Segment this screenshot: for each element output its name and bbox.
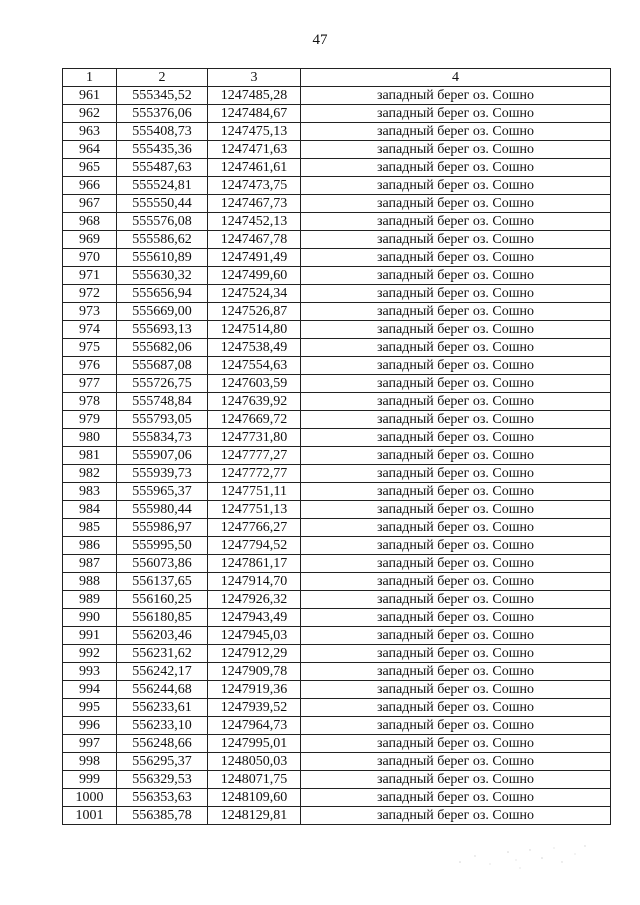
point-number-cell: 967 bbox=[63, 195, 117, 213]
point-number-cell: 996 bbox=[63, 717, 117, 735]
table-row bbox=[63, 249, 611, 267]
description-cell: западный берег оз. Сошно bbox=[301, 447, 611, 465]
point-number-cell: 981 bbox=[63, 447, 117, 465]
x-coordinate-cell: 556295,37 bbox=[117, 753, 208, 771]
y-coordinate-cell: 1247751,13 bbox=[208, 501, 301, 519]
point-number-cell: 962 bbox=[63, 105, 117, 123]
y-coordinate-cell: 1247945,03 bbox=[208, 627, 301, 645]
point-number-cell: 992 bbox=[63, 645, 117, 663]
x-coordinate-cell: 555345,52 bbox=[117, 87, 208, 105]
x-coordinate-cell: 555669,00 bbox=[117, 303, 208, 321]
y-coordinate-cell: 1247603,59 bbox=[208, 375, 301, 393]
table-row bbox=[63, 177, 611, 195]
description-cell: западный берег оз. Сошно bbox=[301, 411, 611, 429]
table-row bbox=[63, 591, 611, 609]
x-coordinate-cell: 555986,97 bbox=[117, 519, 208, 537]
point-number-cell: 970 bbox=[63, 249, 117, 267]
x-coordinate-cell: 555980,44 bbox=[117, 501, 208, 519]
table-row bbox=[63, 501, 611, 519]
table-row bbox=[63, 105, 611, 123]
description-cell: западный берег оз. Сошно bbox=[301, 375, 611, 393]
table-row bbox=[63, 357, 611, 375]
y-coordinate-cell: 1247514,80 bbox=[208, 321, 301, 339]
table-row bbox=[63, 123, 611, 141]
description-cell: западный берег оз. Сошно bbox=[301, 699, 611, 717]
point-number-cell: 971 bbox=[63, 267, 117, 285]
description-cell: западный берег оз. Сошно bbox=[301, 681, 611, 699]
description-cell: западный берег оз. Сошно bbox=[301, 753, 611, 771]
description-cell: западный берег оз. Сошно bbox=[301, 465, 611, 483]
description-cell: западный берег оз. Сошно bbox=[301, 321, 611, 339]
point-number-cell: 999 bbox=[63, 771, 117, 789]
y-coordinate-cell: 1247499,60 bbox=[208, 267, 301, 285]
x-coordinate-cell: 556233,61 bbox=[117, 699, 208, 717]
y-coordinate-cell: 1247538,49 bbox=[208, 339, 301, 357]
table-row bbox=[63, 231, 611, 249]
description-cell: западный берег оз. Сошно bbox=[301, 807, 611, 825]
x-coordinate-cell: 556231,62 bbox=[117, 645, 208, 663]
point-number-cell: 987 bbox=[63, 555, 117, 573]
point-number-cell: 1001 bbox=[63, 807, 117, 825]
y-coordinate-cell: 1247731,80 bbox=[208, 429, 301, 447]
description-cell: западный берег оз. Сошно bbox=[301, 267, 611, 285]
point-number-cell: 998 bbox=[63, 753, 117, 771]
table-row bbox=[63, 555, 611, 573]
y-coordinate-cell: 1247909,78 bbox=[208, 663, 301, 681]
y-coordinate-cell: 1247669,72 bbox=[208, 411, 301, 429]
x-coordinate-cell: 555524,81 bbox=[117, 177, 208, 195]
point-number-cell: 979 bbox=[63, 411, 117, 429]
table-row bbox=[63, 429, 611, 447]
table-row bbox=[63, 735, 611, 753]
point-number-cell: 965 bbox=[63, 159, 117, 177]
x-coordinate-cell: 556073,86 bbox=[117, 555, 208, 573]
point-number-cell: 973 bbox=[63, 303, 117, 321]
y-coordinate-cell: 1247491,49 bbox=[208, 249, 301, 267]
x-coordinate-cell: 556180,85 bbox=[117, 609, 208, 627]
x-coordinate-cell: 555939,73 bbox=[117, 465, 208, 483]
x-coordinate-cell: 555995,50 bbox=[117, 537, 208, 555]
y-coordinate-cell: 1247467,73 bbox=[208, 195, 301, 213]
point-number-cell: 964 bbox=[63, 141, 117, 159]
x-coordinate-cell: 555748,84 bbox=[117, 393, 208, 411]
table-row bbox=[63, 321, 611, 339]
y-coordinate-cell: 1247914,70 bbox=[208, 573, 301, 591]
table-row bbox=[63, 267, 611, 285]
x-coordinate-cell: 555487,63 bbox=[117, 159, 208, 177]
column-header-number: 1 bbox=[63, 69, 117, 87]
point-number-cell: 995 bbox=[63, 699, 117, 717]
point-number-cell: 993 bbox=[63, 663, 117, 681]
coordinates-table bbox=[62, 68, 611, 825]
x-coordinate-cell: 555726,75 bbox=[117, 375, 208, 393]
y-coordinate-cell: 1247467,78 bbox=[208, 231, 301, 249]
point-number-cell: 994 bbox=[63, 681, 117, 699]
description-cell: западный берег оз. Сошно bbox=[301, 285, 611, 303]
point-number-cell: 982 bbox=[63, 465, 117, 483]
point-number-cell: 980 bbox=[63, 429, 117, 447]
point-number-cell: 984 bbox=[63, 501, 117, 519]
description-cell: западный берег оз. Сошно bbox=[301, 789, 611, 807]
y-coordinate-cell: 1247471,63 bbox=[208, 141, 301, 159]
description-cell: западный берег оз. Сошно bbox=[301, 105, 611, 123]
y-coordinate-cell: 1247777,27 bbox=[208, 447, 301, 465]
x-coordinate-cell: 556233,10 bbox=[117, 717, 208, 735]
y-coordinate-cell: 1247452,13 bbox=[208, 213, 301, 231]
table-row bbox=[63, 213, 611, 231]
table-row bbox=[63, 195, 611, 213]
point-number-cell: 975 bbox=[63, 339, 117, 357]
point-number-cell: 966 bbox=[63, 177, 117, 195]
description-cell: западный берег оз. Сошно bbox=[301, 213, 611, 231]
description-cell: западный берег оз. Сошно bbox=[301, 231, 611, 249]
table-row bbox=[63, 285, 611, 303]
point-number-cell: 968 bbox=[63, 213, 117, 231]
table-row bbox=[63, 447, 611, 465]
x-coordinate-cell: 556242,17 bbox=[117, 663, 208, 681]
point-number-cell: 983 bbox=[63, 483, 117, 501]
table-row bbox=[63, 375, 611, 393]
x-coordinate-cell: 555408,73 bbox=[117, 123, 208, 141]
description-cell: западный берег оз. Сошно bbox=[301, 303, 611, 321]
description-cell: западный берег оз. Сошно bbox=[301, 609, 611, 627]
point-number-cell: 972 bbox=[63, 285, 117, 303]
y-coordinate-cell: 1247995,01 bbox=[208, 735, 301, 753]
description-cell: западный берег оз. Сошно bbox=[301, 393, 611, 411]
y-coordinate-cell: 1247794,52 bbox=[208, 537, 301, 555]
y-coordinate-cell: 1247939,52 bbox=[208, 699, 301, 717]
column-header-x: 2 bbox=[117, 69, 208, 87]
point-number-cell: 963 bbox=[63, 123, 117, 141]
description-cell: западный берег оз. Сошно bbox=[301, 591, 611, 609]
table-row bbox=[63, 789, 611, 807]
y-coordinate-cell: 1248129,81 bbox=[208, 807, 301, 825]
table-header-row bbox=[63, 69, 611, 87]
x-coordinate-cell: 555610,89 bbox=[117, 249, 208, 267]
description-cell: западный берег оз. Сошно bbox=[301, 537, 611, 555]
description-cell: западный берег оз. Сошно bbox=[301, 159, 611, 177]
x-coordinate-cell: 555907,06 bbox=[117, 447, 208, 465]
table-row bbox=[63, 159, 611, 177]
table-row bbox=[63, 483, 611, 501]
y-coordinate-cell: 1247766,27 bbox=[208, 519, 301, 537]
x-coordinate-cell: 555586,62 bbox=[117, 231, 208, 249]
point-number-cell: 976 bbox=[63, 357, 117, 375]
y-coordinate-cell: 1247912,29 bbox=[208, 645, 301, 663]
table-row bbox=[63, 627, 611, 645]
column-header-description: 4 bbox=[301, 69, 611, 87]
description-cell: западный берег оз. Сошно bbox=[301, 141, 611, 159]
description-cell: западный берег оз. Сошно bbox=[301, 573, 611, 591]
point-number-cell: 997 bbox=[63, 735, 117, 753]
description-cell: западный берег оз. Сошно bbox=[301, 357, 611, 375]
column-header-y: 3 bbox=[208, 69, 301, 87]
table-row bbox=[63, 303, 611, 321]
point-number-cell: 989 bbox=[63, 591, 117, 609]
table-row bbox=[63, 645, 611, 663]
point-number-cell: 990 bbox=[63, 609, 117, 627]
point-number-cell: 1000 bbox=[63, 789, 117, 807]
table-row bbox=[63, 411, 611, 429]
description-cell: западный берег оз. Сошно bbox=[301, 627, 611, 645]
table-row bbox=[63, 663, 611, 681]
y-coordinate-cell: 1247475,13 bbox=[208, 123, 301, 141]
table-row bbox=[63, 465, 611, 483]
description-cell: западный берег оз. Сошно bbox=[301, 771, 611, 789]
x-coordinate-cell: 555656,94 bbox=[117, 285, 208, 303]
table-row bbox=[63, 141, 611, 159]
x-coordinate-cell: 555793,05 bbox=[117, 411, 208, 429]
description-cell: западный берег оз. Сошно bbox=[301, 501, 611, 519]
point-number-cell: 978 bbox=[63, 393, 117, 411]
description-cell: западный берег оз. Сошно bbox=[301, 249, 611, 267]
table-row bbox=[63, 519, 611, 537]
x-coordinate-cell: 556329,53 bbox=[117, 771, 208, 789]
description-cell: западный берег оз. Сошно bbox=[301, 717, 611, 735]
table-body bbox=[63, 87, 611, 825]
x-coordinate-cell: 556385,78 bbox=[117, 807, 208, 825]
y-coordinate-cell: 1248109,60 bbox=[208, 789, 301, 807]
description-cell: западный берег оз. Сошно bbox=[301, 519, 611, 537]
description-cell: западный берег оз. Сошно bbox=[301, 555, 611, 573]
description-cell: западный берег оз. Сошно bbox=[301, 339, 611, 357]
description-cell: западный берег оз. Сошно bbox=[301, 123, 611, 141]
y-coordinate-cell: 1247554,63 bbox=[208, 357, 301, 375]
x-coordinate-cell: 555435,36 bbox=[117, 141, 208, 159]
table-row bbox=[63, 699, 611, 717]
description-cell: западный берег оз. Сошно bbox=[301, 429, 611, 447]
y-coordinate-cell: 1247461,61 bbox=[208, 159, 301, 177]
y-coordinate-cell: 1248050,03 bbox=[208, 753, 301, 771]
y-coordinate-cell: 1247919,36 bbox=[208, 681, 301, 699]
point-number-cell: 974 bbox=[63, 321, 117, 339]
table-row bbox=[63, 717, 611, 735]
point-number-cell: 991 bbox=[63, 627, 117, 645]
x-coordinate-cell: 556244,68 bbox=[117, 681, 208, 699]
description-cell: западный берег оз. Сошно bbox=[301, 195, 611, 213]
x-coordinate-cell: 556353,63 bbox=[117, 789, 208, 807]
y-coordinate-cell: 1247485,28 bbox=[208, 87, 301, 105]
y-coordinate-cell: 1247772,77 bbox=[208, 465, 301, 483]
table-row bbox=[63, 339, 611, 357]
y-coordinate-cell: 1247751,11 bbox=[208, 483, 301, 501]
point-number-cell: 988 bbox=[63, 573, 117, 591]
x-coordinate-cell: 556137,65 bbox=[117, 573, 208, 591]
description-cell: западный берег оз. Сошно bbox=[301, 177, 611, 195]
x-coordinate-cell: 555693,13 bbox=[117, 321, 208, 339]
table-row bbox=[63, 393, 611, 411]
y-coordinate-cell: 1247639,92 bbox=[208, 393, 301, 411]
table-row bbox=[63, 681, 611, 699]
point-number-cell: 977 bbox=[63, 375, 117, 393]
y-coordinate-cell: 1248071,75 bbox=[208, 771, 301, 789]
table-row bbox=[63, 609, 611, 627]
y-coordinate-cell: 1247526,87 bbox=[208, 303, 301, 321]
x-coordinate-cell: 555965,37 bbox=[117, 483, 208, 501]
table-row bbox=[63, 771, 611, 789]
x-coordinate-cell: 556160,25 bbox=[117, 591, 208, 609]
scan-artifact bbox=[450, 842, 600, 872]
description-cell: западный берег оз. Сошно bbox=[301, 735, 611, 753]
y-coordinate-cell: 1247473,75 bbox=[208, 177, 301, 195]
table-row bbox=[63, 573, 611, 591]
point-number-cell: 961 bbox=[63, 87, 117, 105]
y-coordinate-cell: 1247861,17 bbox=[208, 555, 301, 573]
y-coordinate-cell: 1247524,34 bbox=[208, 285, 301, 303]
point-number-cell: 969 bbox=[63, 231, 117, 249]
description-cell: западный берег оз. Сошно bbox=[301, 645, 611, 663]
x-coordinate-cell: 555576,08 bbox=[117, 213, 208, 231]
description-cell: западный берег оз. Сошно bbox=[301, 663, 611, 681]
x-coordinate-cell: 555550,44 bbox=[117, 195, 208, 213]
x-coordinate-cell: 555834,73 bbox=[117, 429, 208, 447]
x-coordinate-cell: 555630,32 bbox=[117, 267, 208, 285]
description-cell: западный берег оз. Сошно bbox=[301, 87, 611, 105]
description-cell: западный берег оз. Сошно bbox=[301, 483, 611, 501]
point-number-cell: 986 bbox=[63, 537, 117, 555]
x-coordinate-cell: 556248,66 bbox=[117, 735, 208, 753]
x-coordinate-cell: 556203,46 bbox=[117, 627, 208, 645]
table-row bbox=[63, 807, 611, 825]
y-coordinate-cell: 1247484,67 bbox=[208, 105, 301, 123]
y-coordinate-cell: 1247926,32 bbox=[208, 591, 301, 609]
y-coordinate-cell: 1247964,73 bbox=[208, 717, 301, 735]
x-coordinate-cell: 555687,08 bbox=[117, 357, 208, 375]
page-number: 47 bbox=[312, 32, 328, 48]
x-coordinate-cell: 555376,06 bbox=[117, 105, 208, 123]
y-coordinate-cell: 1247943,49 bbox=[208, 609, 301, 627]
table-row bbox=[63, 87, 611, 105]
point-number-cell: 985 bbox=[63, 519, 117, 537]
table-row bbox=[63, 753, 611, 771]
x-coordinate-cell: 555682,06 bbox=[117, 339, 208, 357]
table-row bbox=[63, 537, 611, 555]
